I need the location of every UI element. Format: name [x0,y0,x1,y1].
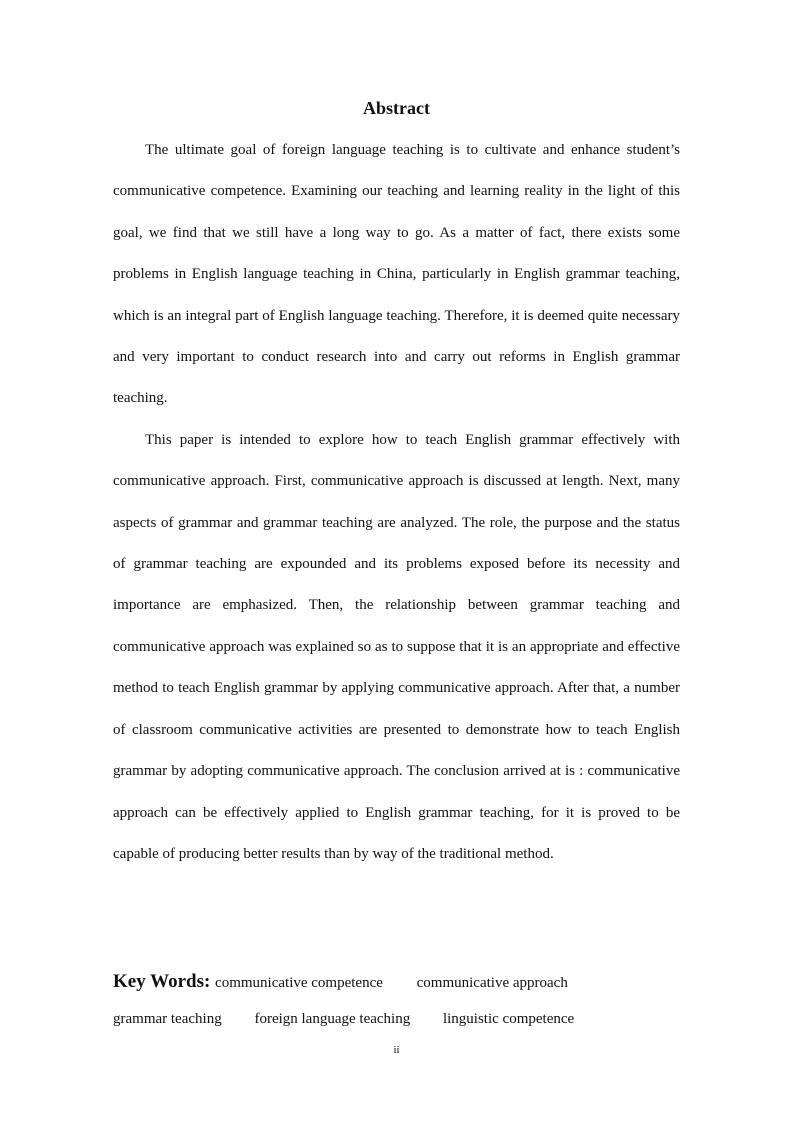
keyword-item: communicative approach [416,975,568,991]
keyword-item: communicative competence [215,975,383,991]
keyword-item: linguistic competence [442,1011,575,1027]
page-number: ii [393,1044,400,1056]
keywords-row-2 [113,1007,680,1031]
abstract-body [113,130,680,875]
keywords-row-1 [113,966,680,998]
abstract-paragraph-2: This paper is intended to explore how to teach English grammar effectively with communicative approach. First, communicative approach is discussed at length. Next, many aspects of grammar and grammar teaching are analyzed. The role, the purpose and the status of grammar teaching are expounded and its problems exposed before its necessity and importance are emphasized. Then, the relationship between grammar teaching and communicative approach was explained so as to suppose that it is an appropriate and effective method to teach English grammar by applying communicative approach. After that, a number of classroom communicative activities are presented to demonstrate how to teach English grammar by adopting communicative approach. The conclusion arrived at is : communicative approach can be effectively applied to English grammar teaching, for it is proved to be capable of producing better results than by way of the traditional method. [113,431,680,862]
keywords-section [113,966,680,1031]
keyword-item: grammar teaching [113,1011,222,1027]
abstract-title: Abstract [363,98,430,118]
keyword-item: foreign language teaching [254,1011,411,1027]
abstract-paragraph-1: The ultimate goal of foreign language teaching is to cultivate and enhance student’s communicative competence. Examining our teaching and learning reality in the light of this goal, we find that we still have a long way to go. As a matter of fact, there exists some problems in English language teaching in China, particularly in English grammar teaching, which is an integral part of English language teaching. Therefore, it is deemed quite necessary and very important to conduct research into and carry out reforms in English grammar teaching. [113,142,680,407]
keywords-label: Key Words: [113,971,216,992]
